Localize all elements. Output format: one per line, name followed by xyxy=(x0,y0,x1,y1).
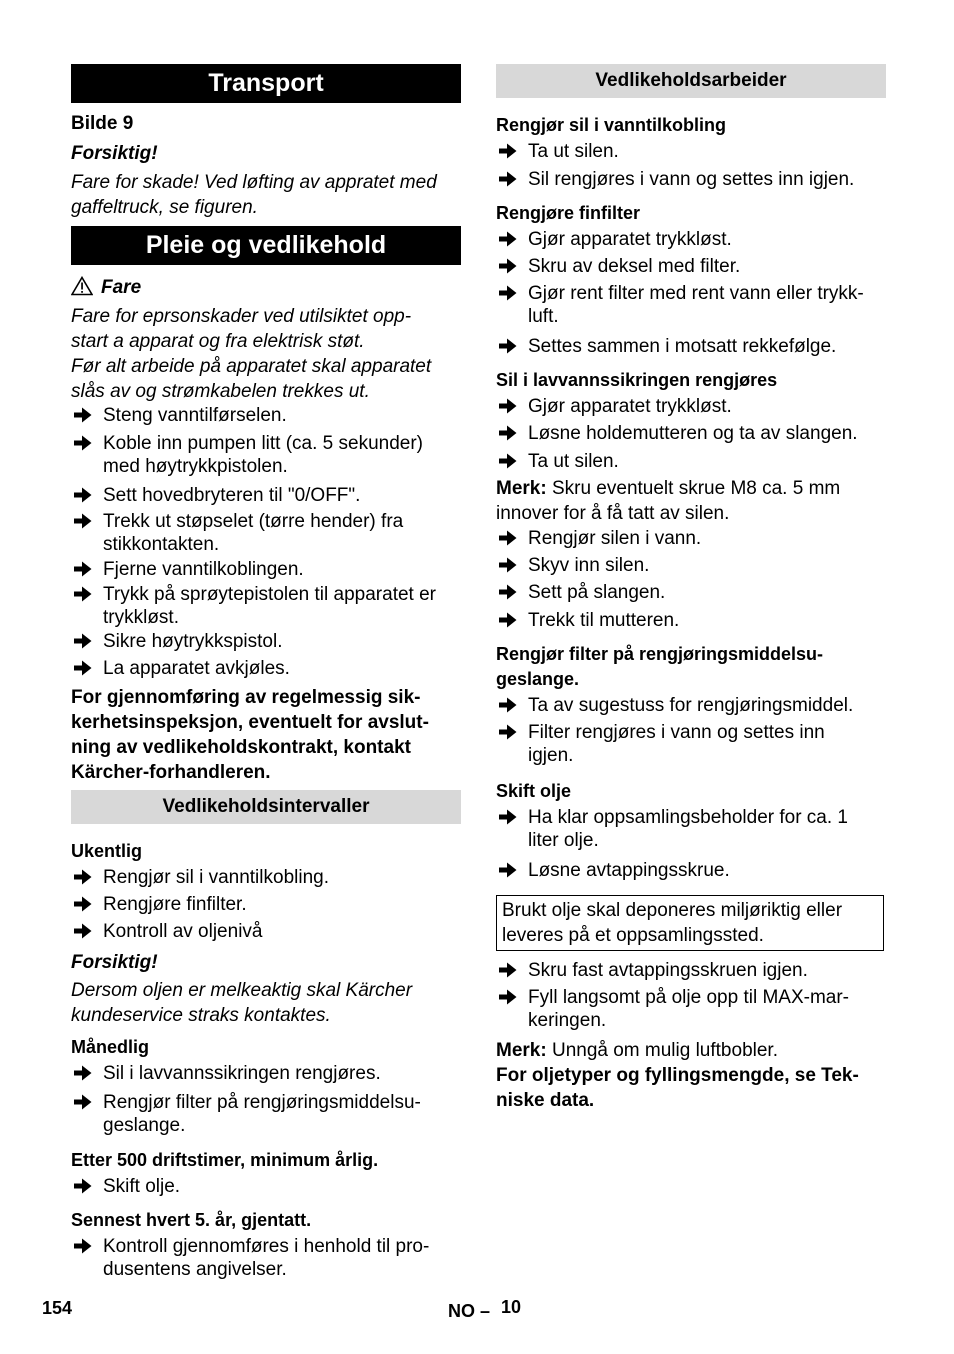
arrow-right-icon xyxy=(498,722,518,742)
list-item-text: Ta ut silen. xyxy=(528,451,619,472)
text-line: For oljetyper og fyllingsmengde, se Tek- xyxy=(496,1065,859,1086)
list-item-text: Skyv inn silen. xyxy=(528,555,650,576)
used-oil-notice-box xyxy=(496,895,884,951)
footer-dash: – xyxy=(480,1301,491,1321)
text-line: Før alt arbeide på apparatet skal apparatet xyxy=(71,356,432,377)
figure-reference: Bilde 9 xyxy=(71,113,134,134)
list-item-text: med høytrykkpistolen. xyxy=(103,456,288,477)
arrow-right-icon xyxy=(498,283,518,303)
text-line: geslange. xyxy=(496,669,580,689)
arrow-right-icon xyxy=(73,1176,93,1196)
list-item-text: Steng vanntilførselen. xyxy=(103,405,287,426)
list-item-text: dusentens angivelser. xyxy=(103,1259,287,1280)
text-line: ning av vedlikeholdskontrakt, kontakt xyxy=(71,737,411,758)
list-item xyxy=(496,581,886,604)
inspection-note xyxy=(71,685,461,785)
arrow-right-icon xyxy=(498,960,518,980)
note-label-2: Merk: xyxy=(496,1040,547,1061)
note-1 xyxy=(496,476,886,526)
every-5-years-heading: Sennest hvert 5. år, gjentatt. xyxy=(71,1210,312,1230)
arrow-right-icon xyxy=(498,141,518,161)
list-item xyxy=(496,395,886,418)
danger-text xyxy=(71,304,461,404)
list-item-text: Fyll langsomt på olje opp til MAX-mar- xyxy=(528,987,849,1008)
list-item xyxy=(496,335,886,358)
list-item-text: Kontroll av oljenivå xyxy=(103,921,263,942)
arrow-right-icon xyxy=(73,921,93,941)
arrow-right-icon xyxy=(498,336,518,356)
arrow-right-icon xyxy=(73,1063,93,1083)
text-line: gaffeltruck, se figuren. xyxy=(71,197,258,218)
list-item-text: luft. xyxy=(528,306,559,327)
list-item-text: Gjør rent filter med rent vann eller trykk- xyxy=(528,283,864,304)
arrow-right-icon xyxy=(73,631,93,651)
text-line: leveres på et oppsamlingssted. xyxy=(502,925,764,946)
list-item xyxy=(496,859,886,882)
list-item xyxy=(71,404,461,427)
list-item-text: Rengjør sil i vanntilkobling. xyxy=(103,867,329,888)
list-item-text: Skift olje. xyxy=(103,1176,181,1197)
text-line: slås av og strømkabelen trekkes ut. xyxy=(71,381,370,402)
maintenance-work-heading: Vedlikeholdsarbeider xyxy=(496,64,886,98)
arrow-right-icon xyxy=(498,987,518,1007)
list-item xyxy=(496,282,886,328)
oil-warning-text xyxy=(71,978,461,1028)
list-item xyxy=(71,893,461,916)
arrow-right-icon xyxy=(73,405,93,425)
list-item-text: Sett på slangen. xyxy=(528,582,666,603)
list-item xyxy=(496,721,886,767)
arrow-right-icon xyxy=(73,867,93,887)
list-item xyxy=(71,657,461,680)
transport-text xyxy=(71,170,461,220)
detergent-filter-heading xyxy=(496,642,886,692)
care-maintenance-heading: Pleie og vedlikehold xyxy=(71,226,461,265)
arrow-right-icon xyxy=(498,256,518,276)
list-item xyxy=(496,168,886,191)
list-item xyxy=(496,255,886,278)
list-item-text: Ha klar oppsamlingsbeholder for ca. 1 xyxy=(528,807,849,828)
arrow-right-icon xyxy=(498,860,518,880)
text-line: Kärcher-forhandleren. xyxy=(71,762,271,783)
list-item-text: Sikre høytrykkspistol. xyxy=(103,631,283,652)
note-text-line-2: innover for å få tatt av silen. xyxy=(496,503,730,524)
list-item-text: Filter rengjøres i vann og settes inn xyxy=(528,722,825,743)
list-item-text: Skru fast avtappingsskruen igjen. xyxy=(528,960,808,981)
arrow-right-icon xyxy=(73,1092,93,1112)
low-water-heading: Sil i lavvannssikringen rengjøres xyxy=(496,370,778,390)
arrow-right-icon xyxy=(73,1236,93,1256)
arrow-right-icon xyxy=(498,451,518,471)
note-2 xyxy=(496,1038,886,1063)
text-line: Fare for skade! Ved løfting av appratet med xyxy=(71,172,437,193)
list-item-text: Settes sammen i motsatt rekkefølge. xyxy=(528,336,837,357)
warning-triangle-icon xyxy=(71,276,93,296)
list-item xyxy=(496,422,886,445)
list-item-text: Gjør apparatet trykkløst. xyxy=(528,229,732,250)
note-label: Merk: xyxy=(496,478,547,499)
list-item xyxy=(496,986,886,1032)
arrow-right-icon xyxy=(498,423,518,443)
arrow-right-icon xyxy=(498,807,518,827)
arrow-right-icon xyxy=(498,229,518,249)
arrow-right-icon xyxy=(498,555,518,575)
list-item-text: Sett hovedbryteren til "0/OFF". xyxy=(103,485,361,506)
arrow-right-icon xyxy=(73,559,93,579)
list-item xyxy=(496,527,886,550)
arrow-right-icon xyxy=(498,582,518,602)
arrow-right-icon xyxy=(73,658,93,678)
arrow-right-icon xyxy=(498,610,518,630)
list-item xyxy=(496,694,886,717)
list-item-text: Løsne avtappingsskrue. xyxy=(528,860,730,881)
list-item-text: Ta ut silen. xyxy=(528,141,619,162)
arrow-right-icon xyxy=(73,485,93,505)
caution-label-2: Forsiktig! xyxy=(71,952,158,973)
list-item-text: La apparatet avkjøles. xyxy=(103,658,290,679)
list-item xyxy=(71,866,461,889)
transport-heading: Transport xyxy=(71,64,461,103)
arrow-right-icon xyxy=(498,695,518,715)
text-line: Fare for eprsonskader ved utilsiktet opp- xyxy=(71,306,412,327)
list-item xyxy=(71,432,461,478)
list-item-text: Fjerne vanntilkoblingen. xyxy=(103,559,304,580)
clean-strainer-heading: Rengjør sil i vanntilkobling xyxy=(496,115,727,135)
list-item-text: Rengjør silen i vann. xyxy=(528,528,702,549)
fine-filter-heading: Rengjøre finfilter xyxy=(496,203,641,223)
text-line: Rengjør filter på rengjøringsmiddelsu- xyxy=(496,644,824,664)
note-text-line-1: Skru eventuelt skrue M8 ca. 5 mm xyxy=(546,478,841,499)
list-item xyxy=(496,554,886,577)
oil-change-heading: Skift olje xyxy=(496,781,572,801)
oil-types-note xyxy=(496,1063,886,1113)
text-line: Brukt olje skal deponeres miljøriktig eller xyxy=(502,900,843,921)
list-item-text: Kontroll gjennomføres i henhold til pro- xyxy=(103,1236,430,1257)
list-item-text: Trekk til mutteren. xyxy=(528,610,680,631)
list-item-text: Rengjøre finfilter. xyxy=(103,894,247,915)
text-line: niske data. xyxy=(496,1090,595,1111)
list-item-text: Trykk på sprøytepistolen til apparatet er xyxy=(103,584,436,605)
text-line: start a apparat og fra elektrisk støt. xyxy=(71,331,365,352)
danger-label: Fare xyxy=(101,277,142,298)
note-text-2: Unngå om mulig luftbobler. xyxy=(546,1040,778,1061)
list-item xyxy=(71,1175,461,1198)
list-item xyxy=(71,920,461,943)
list-item-text: Skru av deksel med filter. xyxy=(528,256,741,277)
list-item xyxy=(496,140,886,163)
list-item-text: Koble inn pumpen litt (ca. 5 sekunder) xyxy=(103,433,424,454)
list-item xyxy=(496,228,886,251)
weekly-heading: Ukentlig xyxy=(71,841,143,861)
list-item-text: geslange. xyxy=(103,1115,186,1136)
list-item xyxy=(71,630,461,653)
list-item xyxy=(496,609,886,632)
list-item xyxy=(496,806,886,852)
page-number: 154 xyxy=(42,1298,73,1318)
list-item-text: Ta av sugestuss for rengjøringsmiddel. xyxy=(528,695,854,716)
language-code xyxy=(448,1301,490,1322)
list-item-text: igjen. xyxy=(528,745,574,766)
list-item xyxy=(71,510,461,556)
list-item-text: Løsne holdemutteren og ta av slangen. xyxy=(528,423,858,444)
list-item-text: Trekk ut støpselet (tørre hender) fra xyxy=(103,511,404,532)
list-item xyxy=(71,583,461,629)
text-line: For gjennomføring av regelmessig sik- xyxy=(71,687,421,708)
list-item xyxy=(71,484,461,507)
list-item xyxy=(71,1091,461,1137)
arrow-right-icon xyxy=(73,511,93,531)
text-line: Dersom oljen er melkeaktig skal Kärcher xyxy=(71,980,413,1001)
text-line: kerhetsinspeksjon, eventuelt for avslut- xyxy=(71,712,429,733)
caution-label: Forsiktig! xyxy=(71,143,158,164)
list-item-text: Rengjør filter på rengjøringsmiddelsu- xyxy=(103,1092,421,1113)
text-line: kundeservice straks kontaktes. xyxy=(71,1005,331,1026)
arrow-right-icon xyxy=(73,894,93,914)
list-item-text: liter olje. xyxy=(528,830,599,851)
monthly-heading: Månedlig xyxy=(71,1037,150,1057)
list-item-text: trykkløst. xyxy=(103,607,179,628)
list-item xyxy=(496,450,886,473)
language-label: NO xyxy=(448,1301,475,1321)
intervals-heading: Vedlikeholdsintervaller xyxy=(71,790,461,824)
list-item xyxy=(71,1235,461,1281)
list-item xyxy=(496,959,886,982)
list-item xyxy=(71,558,461,581)
list-item-text: Sil rengjøres i vann og settes inn igjen. xyxy=(528,169,855,190)
list-item-text: stikkontakten. xyxy=(103,534,220,555)
arrow-right-icon xyxy=(498,169,518,189)
list-item-text: keringen. xyxy=(528,1010,607,1031)
danger-label-row xyxy=(71,275,461,300)
after-500-hours-heading: Etter 500 driftstimer, minimum årlig. xyxy=(71,1150,379,1170)
arrow-right-icon xyxy=(498,528,518,548)
list-item-text: Gjør apparatet trykkløst. xyxy=(528,396,732,417)
section-page-number: 10 xyxy=(501,1297,522,1317)
arrow-right-icon xyxy=(73,433,93,453)
list-item-text: Sil i lavvannssikringen rengjøres. xyxy=(103,1063,381,1084)
list-item xyxy=(71,1062,461,1085)
arrow-right-icon xyxy=(498,396,518,416)
arrow-right-icon xyxy=(73,584,93,604)
